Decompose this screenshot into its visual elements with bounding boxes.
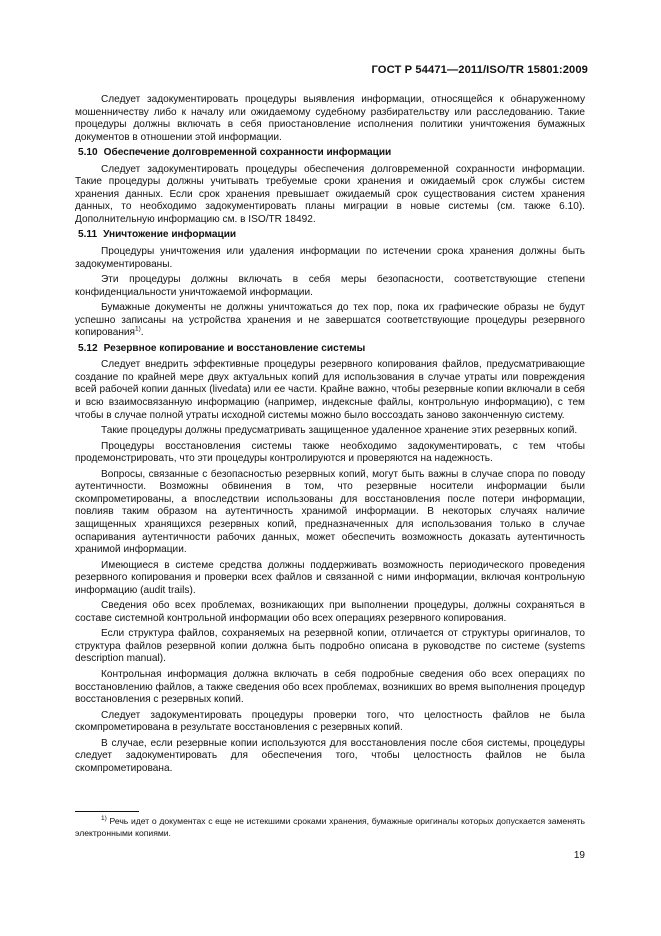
paragraph: Сведения обо всех проблемах, возникающих при выполнении процедуры, должны сохраняться в составе системной контрольной информации обо всех операциях резервного копирования. (75, 600, 585, 624)
section-heading-5-11 (75, 229, 585, 242)
footnote-text: Речь идет о документах с еще не истекшими сроками хранения, бумажные оригиналы которых допускается заменять электронными копиями. (75, 816, 586, 838)
paragraph: Контрольная информация должна включать в себя подробные сведения обо всех операциях по восстановлению файлов, а также сведения обо всех проблемах, возникших во время выполнения процедур восстановления с резервных копий. (75, 668, 585, 706)
paragraph: Эти процедуры должны включать в себя меры безопасности, соответствующие степени конфиденциальности уничтожаемой информации. (75, 274, 585, 298)
section-heading-5-12 (75, 343, 585, 356)
paragraph: Следует задокументировать процедуры выявления информации, относящейся к обнаруженному мошенничеству либо к началу или ожидаемому судебному разбирательству или расследованию. Такие процедуры должны включать в себя приостановление исполнения политики уничтожения бумажных документов в отношении этой информации. (75, 94, 585, 143)
paragraph: Если структура файлов, сохраняемых на резервной копии, отличается от структуры оригиналов, то структура файлов резервной копии должна быть подробно описана в руководстве по системе (systems description manual). (75, 628, 585, 665)
paragraph: Следует задокументировать процедуры обеспечения долговременной сохранности информации. Такие процедуры должны учитывать требуемые сроки хранения и ожидаемый срок службы систем хранения данных. Если срок хранения превышает ожидаемый срок существования систем хранения данных, то необходимо задокументировать планы миграции в новые системы (см. также 6.10). Дополнительную информацию см. в ISO/TR 18492. (75, 163, 585, 225)
section-number: 5.10 (78, 147, 98, 159)
paragraph: Имеющиеся в системе средства должны поддерживать возможность периодического проведения резервного копирования и проверки всех файлов и связанной с ними информации, включая контрольную информацию (audit trails). (75, 559, 585, 596)
page-number: 19 (573, 850, 585, 861)
footnote-mark: 1) (101, 815, 107, 823)
section-title: Обеспечение долговременной сохранности информации (103, 147, 392, 159)
footnote-reference[interactable]: 1) (135, 325, 141, 333)
paragraph: Такие процедуры должны предусматривать защищенное удаленное хранение этих резервных копий. (101, 425, 578, 437)
paragraph: Следует внедрить эффективные процедуры резервного копирования файлов, предусматривающие создание по крайней мере двух актуальных копий для использования в случае утраты или повреждения всей рабочей копии данных (livedata) или ее части. Крайне важно, чтобы резервные копии включали в себя и всю взаимосвязанную информацию (например, индексные файлы, контрольную информацию), с тем чтобы в случае полной утраты исходной системы можно было воссоздать заново законченную систему. (75, 359, 585, 421)
paragraph: Следует задокументировать процедуры проверки того, что целостность файлов не была скомпрометирована в результате восстановления с резервных копий. (75, 709, 585, 734)
section-title: Резервное копирование и восстановление системы (103, 342, 366, 354)
paragraph: Процедуры восстановления системы также необходимо задокументировать, с тем чтобы продемонстрировать, что эти процедуры контролируются и проверяются на надежность. (75, 440, 585, 465)
footnote-divider (75, 811, 139, 812)
page-body (75, 94, 585, 778)
paragraph-text: Бумажные документы не должны уничтожаться до тех пор, пока их графические образы не будут успешно записаны на устройства хранения и не завершатся соответствующие процедуры резервного копирования (75, 302, 585, 339)
section-title: Уничтожение информации (103, 229, 237, 241)
footnote (75, 815, 585, 839)
section-number: 5.12 (78, 342, 98, 354)
footnote-body (75, 815, 585, 839)
paragraph: В случае, если резервные копии используются для восстановления после сбоя системы, процедуры следует задокументировать для обеспечения того, чтобы целостность файлов не была скомпрометирована. (75, 737, 585, 774)
section-number: 5.11 (78, 229, 98, 241)
document-header: ГОСТ Р 54471—2011/ISO/TR 15801:2009 (371, 64, 588, 76)
paragraph-with-footnote (75, 302, 585, 340)
paragraph: Вопросы, связанные с безопасностью резервных копий, могут быть важны в случае спора по поводу аутентичности. Возможны обвинения в том, что резервные носители информации были скомпрометированы, а впоследствии использованы для восстановления после потери информации, повлияв таким образом на аутентичность хранимой информации. В некоторых случаях наличие защищенных хранящихся резервных копий, предназначенных для использования только в случае оспаривания аутентичности рабочих данных, может обеспечить возможность доказать аутентичность хранимой информации. (75, 468, 585, 556)
section-heading-5-10 (75, 147, 585, 160)
paragraph-end: . (140, 327, 144, 339)
paragraph: Процедуры уничтожения или удаления информации по истечении срока хранения должны быть задокументированы. (75, 246, 585, 270)
